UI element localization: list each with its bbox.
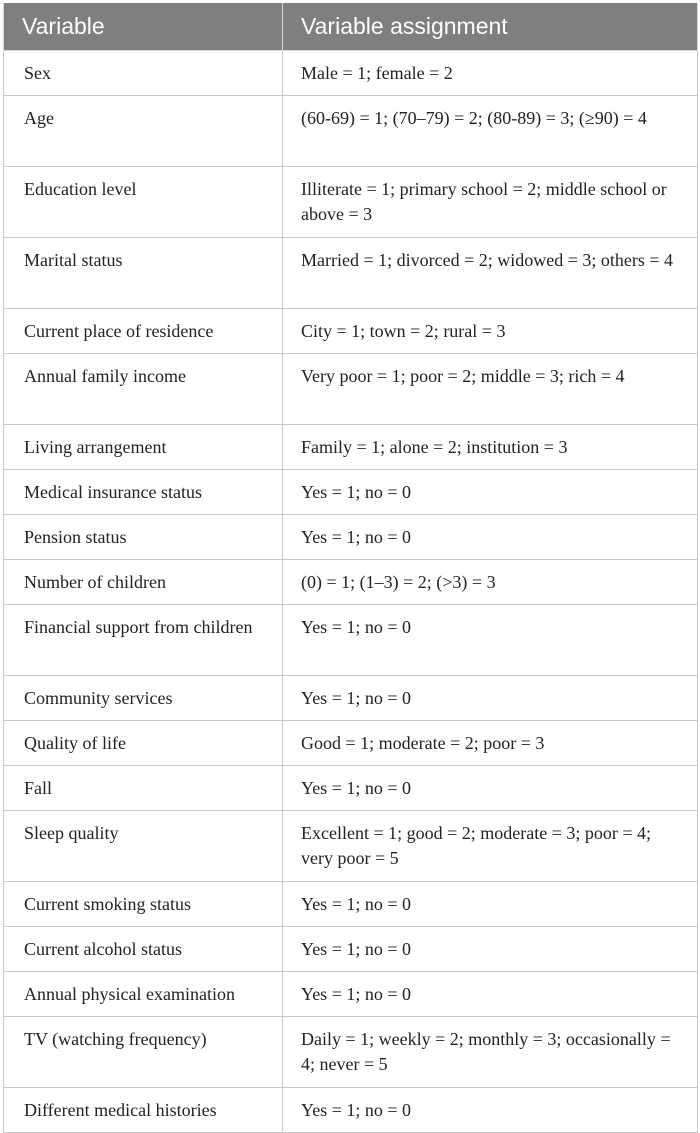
table-row: [4, 1017, 698, 1088]
variable-cell: Age: [4, 96, 283, 167]
table-row: [4, 972, 698, 1017]
table-row: [4, 811, 698, 882]
assignment-cell: Yes = 1; no = 0: [283, 927, 698, 972]
variable-cell: Current place of residence: [4, 309, 283, 354]
variable-cell: Financial support from children: [4, 605, 283, 676]
variable-cell: Number of children: [4, 560, 283, 605]
table-row: [4, 51, 698, 96]
table-row: [4, 676, 698, 721]
table-row: [4, 238, 698, 309]
variable-cell: Education level: [4, 167, 283, 238]
table-row: [4, 425, 698, 470]
assignment-cell: Yes = 1; no = 0: [283, 1088, 698, 1133]
assignment-cell: Yes = 1; no = 0: [283, 882, 698, 927]
assignment-cell: Family = 1; alone = 2; institution = 3: [283, 425, 698, 470]
assignment-cell: Illiterate = 1; primary school = 2; middle school or above = 3: [283, 167, 698, 238]
variable-cell: Quality of life: [4, 721, 283, 766]
assignment-cell: Married = 1; divorced = 2; widowed = 3; others = 4: [283, 238, 698, 309]
table-row: [4, 309, 698, 354]
table-row: [4, 927, 698, 972]
assignment-cell: Good = 1; moderate = 2; poor = 3: [283, 721, 698, 766]
assignment-cell: (60-69) = 1; (70–79) = 2; (80-89) = 3; (≥90) = 4: [283, 96, 698, 167]
variable-cell: Different medical histories: [4, 1088, 283, 1133]
table-row: [4, 766, 698, 811]
table-row: [4, 605, 698, 676]
variable-cell: Current alcohol status: [4, 927, 283, 972]
header-variable-assignment: Variable assignment: [283, 3, 698, 51]
assignment-cell: City = 1; town = 2; rural = 3: [283, 309, 698, 354]
assignment-cell: Yes = 1; no = 0: [283, 605, 698, 676]
assignment-cell: Yes = 1; no = 0: [283, 515, 698, 560]
assignment-cell: Yes = 1; no = 0: [283, 766, 698, 811]
variable-cell: Current smoking status: [4, 882, 283, 927]
assignment-cell: Excellent = 1; good = 2; moderate = 3; poor = 4; very poor = 5: [283, 811, 698, 882]
assignment-cell: Daily = 1; weekly = 2; monthly = 3; occasionally = 4; never = 5: [283, 1017, 698, 1088]
variable-cell: Living arrangement: [4, 425, 283, 470]
variable-cell: Fall: [4, 766, 283, 811]
variable-cell: Sleep quality: [4, 811, 283, 882]
assignment-cell: Yes = 1; no = 0: [283, 972, 698, 1017]
variable-assignment-table: [3, 3, 698, 1133]
assignment-cell: Male = 1; female = 2: [283, 51, 698, 96]
variable-cell: Annual family income: [4, 354, 283, 425]
table-header-row: [4, 3, 698, 51]
table-row: [4, 1088, 698, 1133]
assignment-cell: Yes = 1; no = 0: [283, 676, 698, 721]
table-row: [4, 96, 698, 167]
table-row: [4, 560, 698, 605]
table-row: [4, 470, 698, 515]
variable-cell: Medical insurance status: [4, 470, 283, 515]
header-variable: Variable: [4, 3, 283, 51]
variable-cell: TV (watching frequency): [4, 1017, 283, 1088]
table-row: [4, 882, 698, 927]
variable-cell: Pension status: [4, 515, 283, 560]
assignment-cell: Very poor = 1; poor = 2; middle = 3; rich = 4: [283, 354, 698, 425]
table-row: [4, 721, 698, 766]
assignment-cell: Yes = 1; no = 0: [283, 470, 698, 515]
variable-cell: Sex: [4, 51, 283, 96]
variable-cell: Marital status: [4, 238, 283, 309]
variable-cell: Community services: [4, 676, 283, 721]
table-row: [4, 515, 698, 560]
table-row: [4, 354, 698, 425]
table-row: [4, 167, 698, 238]
assignment-cell: (0) = 1; (1–3) = 2; (>3) = 3: [283, 560, 698, 605]
variable-cell: Annual physical examination: [4, 972, 283, 1017]
